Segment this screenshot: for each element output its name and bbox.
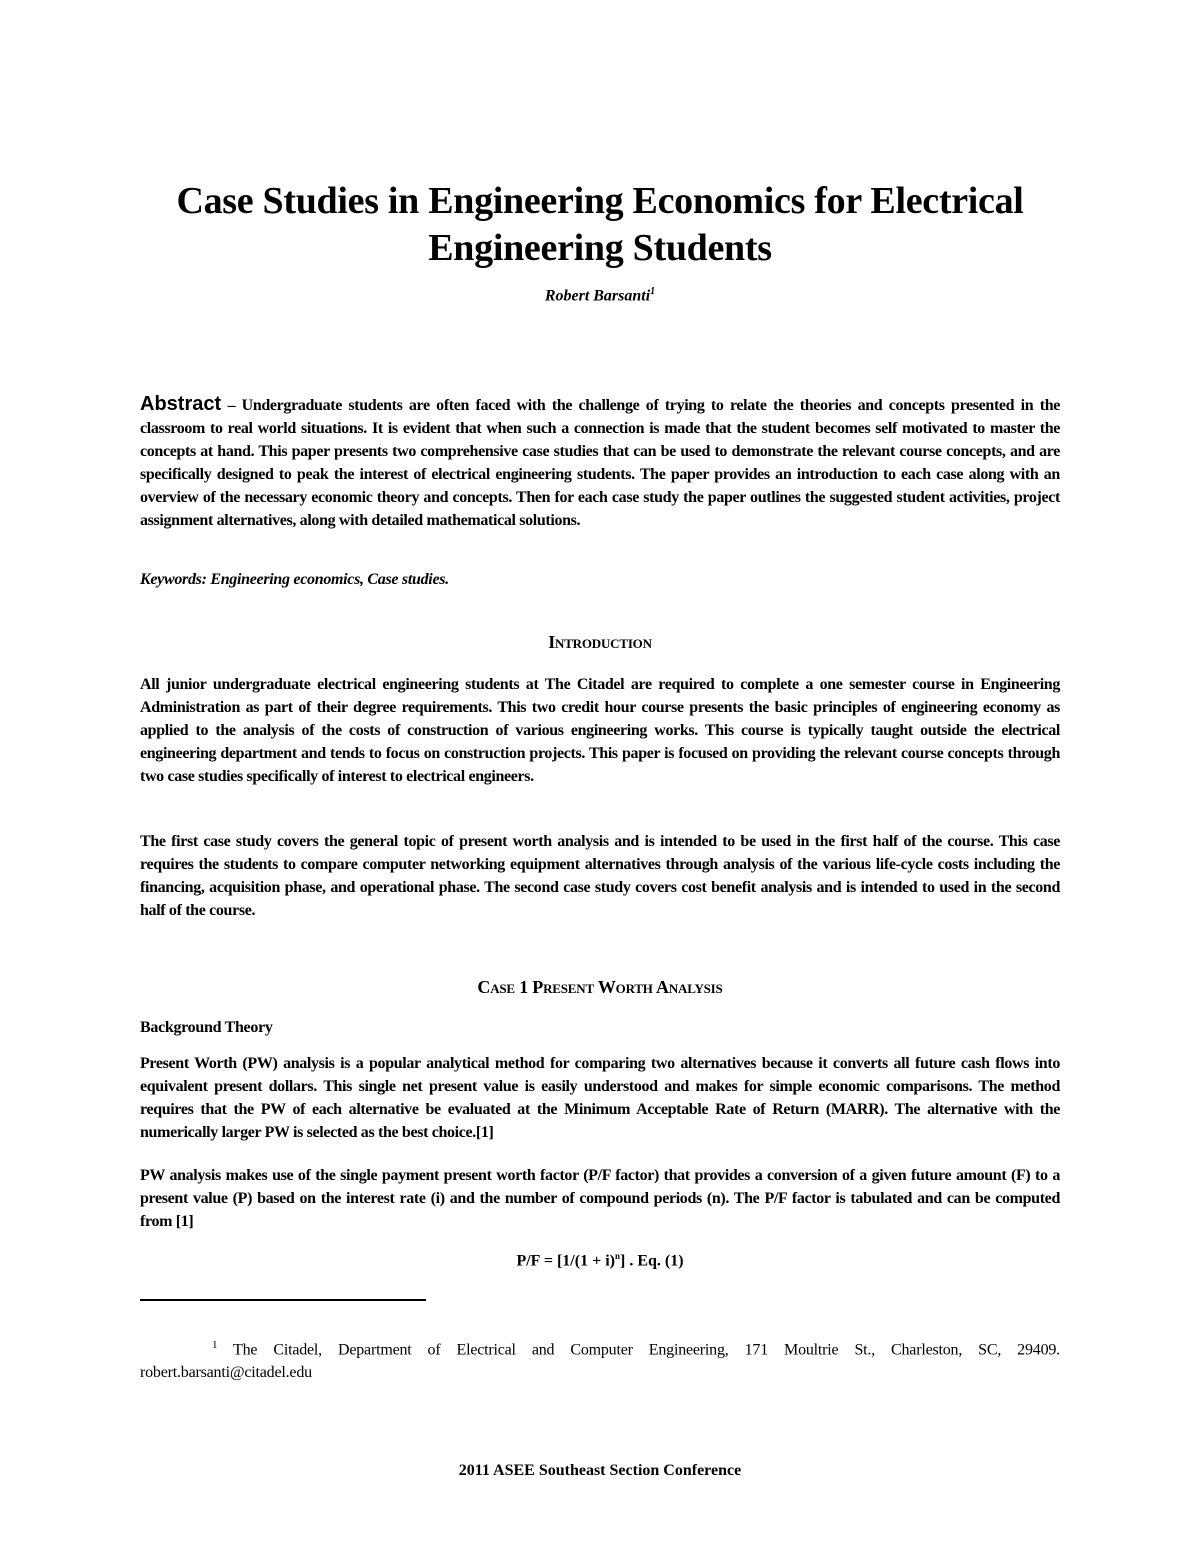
keywords: Keywords: Engineering economics, Case studies. (140, 571, 449, 588)
equation-left: P/F = [1/(1 + i) (516, 1252, 615, 1270)
footnote-separator (140, 1299, 426, 1301)
abstract (140, 393, 1060, 532)
case1-heading: Case 1 Present Worth Analysis (477, 977, 723, 997)
equation-exponent: n (614, 1251, 620, 1261)
author-name: Robert Barsanti (544, 287, 651, 305)
abstract-text: – Undergraduate students are often faced with the challenge of trying to relate the theories and concepts presented in the classroom to real world situations. It is evident that when such a connection is made that the student becomes self motivated to master the concepts at hand. This paper presents two comprehensive case studies that can be used to demonstrate the relevant course concepts, and are specifically designed to peak the interest of electrical engineering students. The paper provides an introduction to each case along with an overview of the necessary economic theory and concepts. Then for each case study the paper outlines the suggested student activities, project assignment alternatives, along with detailed mathematical solutions. (140, 397, 1060, 529)
equation-1 (120, 1251, 1080, 1270)
author-footnote-mark: 1 (650, 286, 656, 297)
author-line (120, 286, 1080, 305)
footnote (140, 1334, 1060, 1384)
footnote-text: The Citadel, Department of Electrical and Computer Engineering, 171 Moultrie St., Charleston, SC, 29409. robert.barsanti@citadel.edu (140, 1341, 1060, 1382)
conference-footer: 2011 ASEE Southeast Section Conference (458, 1462, 742, 1479)
footnote-mark: 1 (212, 1339, 218, 1351)
case1-paragraph-1: Present Worth (PW) analysis is a popular analytical method for comparing two alternatives because it converts all future cash flows into equivalent present dollars. This single net present value is easily understood and makes for simple economic comparisons. The method requires that the PW of each alternative be evaluated at the Minimum Acceptable Rate of Return (MARR). The alternative with the numerically larger PW is selected as the best choice.[1] (140, 1055, 1060, 1141)
introduction-heading: Introduction (548, 632, 652, 652)
abstract-heading: Abstract (140, 393, 222, 415)
equation-right: ] . Eq. (1) (619, 1252, 684, 1270)
paper-title: Case Studies in Engineering Economics for Electrical Engineering Students (176, 180, 1024, 269)
case1-paragraph-2: PW analysis makes use of the single payment present worth factor (P/F factor) that provides a conversion of a given future amount (F) to a present value (P) based on the interest rate (i) and the number of compound periods (n). The P/F factor is tabulated and can be computed from [1] (140, 1167, 1060, 1230)
background-theory-heading: Background Theory (140, 1019, 273, 1036)
introduction-paragraph-2: The first case study covers the general topic of present worth analysis and is intended to be used in the first half of the course. This case requires the students to compare computer networking equipment alternatives through analysis of the various life-cycle costs including the financing, acquisition phase, and operational phase. The second case study covers cost benefit analysis and is intended to used in the second half of the course. (140, 833, 1060, 919)
introduction-paragraph-1: All junior undergraduate electrical engineering students at The Citadel are required to complete a one semester course in Engineering Administration as part of their degree requirements. This two credit hour course presents the basic principles of engineering economy as applied to the analysis of the costs of construction of various engineering works. This course is typically taught outside the electrical engineering department and tends to focus on construction projects. This paper is focused on providing the relevant course concepts through two case studies specifically of interest to electrical engineers. (140, 676, 1060, 785)
